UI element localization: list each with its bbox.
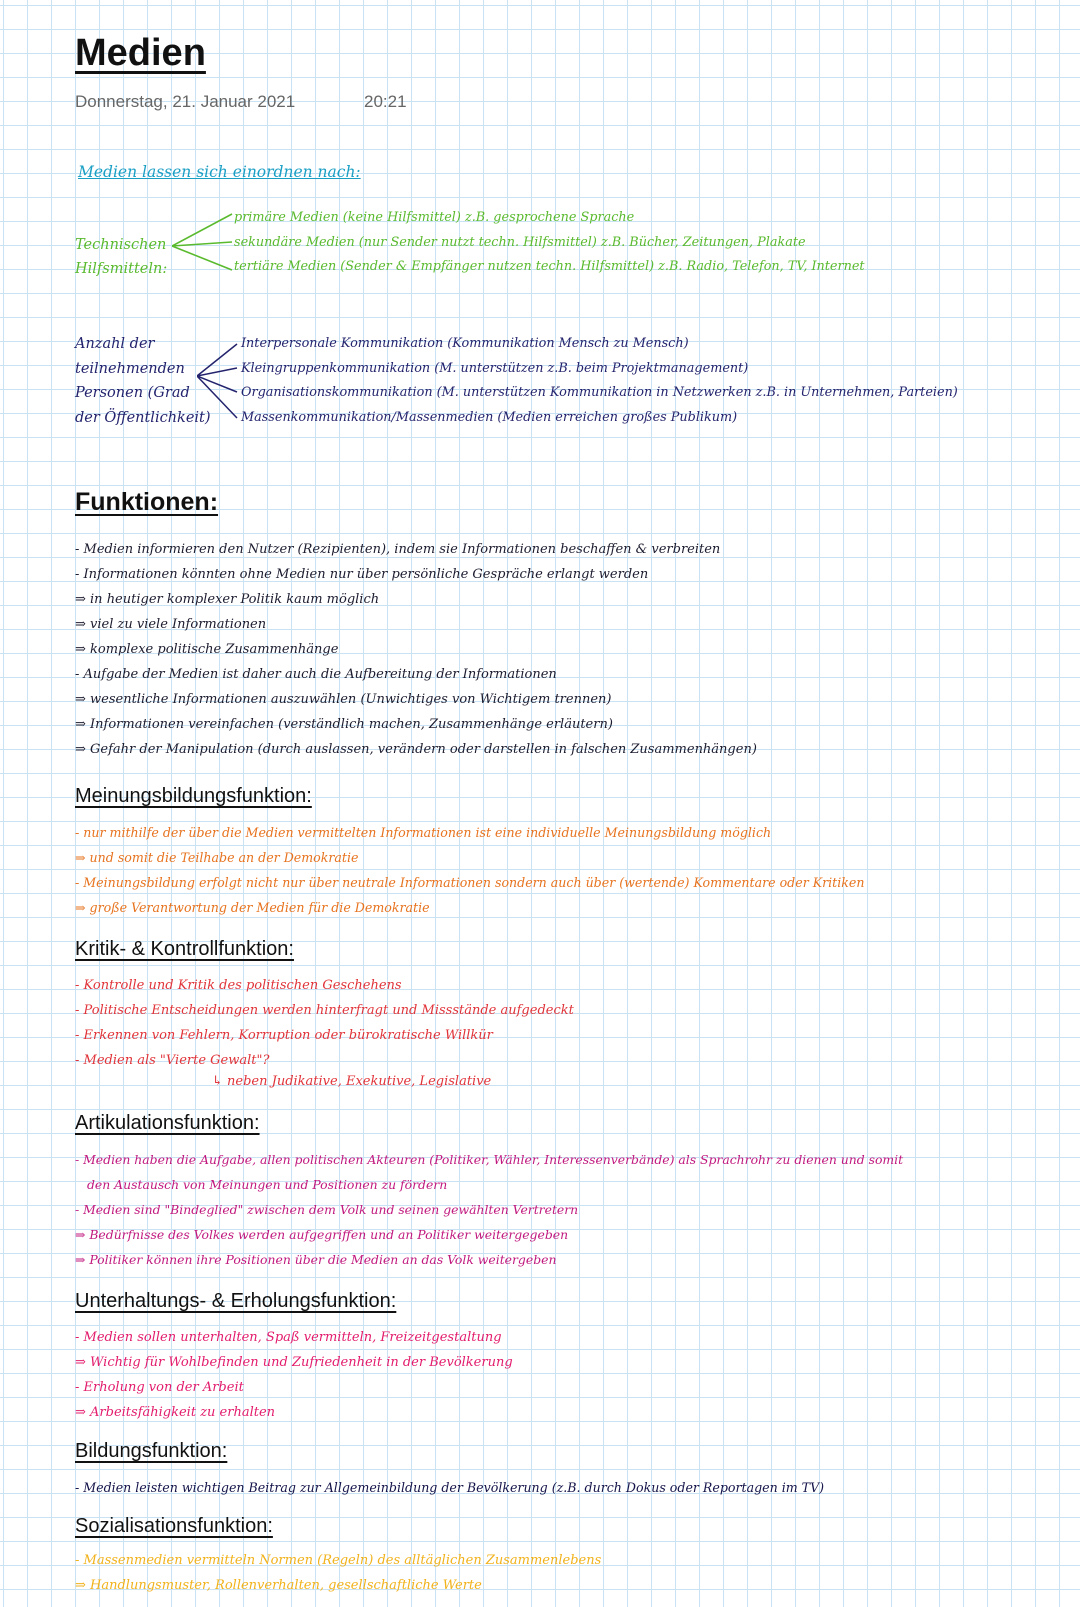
- anzahl-brace: [197, 340, 239, 426]
- funktionen-line: ⇒ Informationen vereinfachen (verständlich machen, Zusammenhänge erläutern): [75, 717, 613, 732]
- meinung-lines: [75, 820, 864, 920]
- kritik-line: - Kontrolle und Kritik des politischen Geschehens: [75, 978, 402, 993]
- funktionen-line: - Medien informieren den Nutzer (Rezipienten), indem sie Informationen beschaffen & verbreiten: [75, 542, 721, 557]
- artikulation-line: den Austausch von Meinungen und Positionen zu fördern: [87, 1177, 448, 1192]
- artikulation-line: - Medien sind "Bindeglied" zwischen dem Volk und seinen gewählten Vertretern: [75, 1202, 579, 1217]
- anzahl-item: Organisationskommunikation (M. unterstützen Kommunikation in Netzwerken z.B. in Unternehmen, Parteien): [241, 385, 958, 400]
- technik-label-line: Technischen: [75, 237, 167, 253]
- funktionen-heading: Funktionen:: [75, 488, 219, 516]
- technik-item: tertiäre Medien (Sender & Empfänger nutzen techn. Hilfsmittel) z.B. Radio, Telefon, TV, Internet: [234, 259, 865, 274]
- funktionen-line: ⇒ komplexe politische Zusammenhänge: [75, 642, 339, 657]
- anzahl-label-line: Anzahl der: [75, 336, 155, 352]
- technik-brace: [172, 208, 234, 278]
- page-date: Donnerstag, 21. Januar 2021: [75, 92, 296, 111]
- artikulation-lines: [75, 1147, 903, 1272]
- unterhaltung-lines: [75, 1325, 513, 1425]
- technik-item: primäre Medien (keine Hilfsmittel) z.B. gesprochene Sprache: [234, 210, 635, 225]
- artikulation-line: ⇒ Bedürfnisse des Volkes werden aufgegriffen und an Politiker weitergegeben: [75, 1227, 569, 1242]
- funktionen-line: ⇒ Gefahr der Manipulation (durch auslassen, verändern oder darstellen in falschen Zusammenhängen): [75, 742, 757, 757]
- anzahl-item: Massenkommunikation/Massenmedien (Medien erreichen großes Publikum): [241, 409, 738, 425]
- unterhaltung-line: ⇒ Arbeitsfähigkeit zu erhalten: [75, 1405, 276, 1420]
- kritik-lines: [75, 973, 574, 1073]
- artikulation-heading: Artikulationsfunktion:: [75, 1112, 260, 1134]
- unterhaltung-line: - Erholung von der Arbeit: [75, 1380, 244, 1395]
- anzahl-items: [241, 332, 958, 430]
- bildung-lines: [75, 1475, 824, 1500]
- artikulation-line: ⇒ Politiker können ihre Positionen über die Medien an das Volk weitergeben: [75, 1252, 557, 1267]
- sozial-lines: [75, 1548, 601, 1598]
- funktionen-line: ⇒ in heutiger komplexer Politik kaum möglich: [75, 592, 380, 607]
- anzahl-item: Interpersonale Kommunikation (Kommunikation Mensch zu Mensch): [241, 336, 689, 351]
- anzahl-label-line: der Öffentlichkeit): [75, 409, 211, 426]
- sozial-line: ⇒ Handlungsmuster, Rollenverhalten, gesellschaftliche Werte: [75, 1578, 482, 1593]
- bildung-line: - Medien leisten wichtigen Beitrag zur Allgemeinbildung der Bevölkerung (z.B. durch Dokus oder Reportagen im TV): [75, 1480, 825, 1495]
- unterhaltung-line: - Medien sollen unterhalten, Spaß vermitteln, Freizeitgestaltung: [75, 1330, 502, 1345]
- technik-label: [75, 233, 167, 281]
- meinung-line: - nur mithilfe der über die Medien vermittelten Informationen ist eine individuelle Meinungsbildung möglich: [75, 825, 772, 840]
- technik-label-line: Hilfsmitteln:: [75, 261, 168, 277]
- anzahl-label-line: Personen (Grad: [75, 385, 190, 401]
- anzahl-item: Kleingruppenkommunikation (M. unterstützen z.B. beim Projektmanagement): [241, 360, 749, 376]
- anzahl-label-line: teilnehmenden: [75, 360, 185, 377]
- page-time: 20:21: [364, 92, 407, 111]
- kritik-sub: ↳ neben Judikative, Exekutive, Legislative: [212, 1074, 492, 1089]
- funktionen-line: - Aufgabe der Medien ist daher auch die Aufbereitung der Informationen: [75, 667, 557, 682]
- anzahl-label: [75, 332, 211, 430]
- meinung-line: ⇒ und somit die Teilhabe an der Demokratie: [75, 850, 359, 865]
- bildung-heading: Bildungsfunktion:: [75, 1440, 228, 1462]
- kritik-heading: Kritik- & Kontrollfunktion:: [75, 938, 294, 960]
- kritik-line: - Erkennen von Fehlern, Korruption oder bürokratische Willkür: [75, 1028, 493, 1043]
- page-title: Medien: [75, 32, 206, 74]
- intro-line: Medien lassen sich einordnen nach:: [78, 163, 361, 181]
- kritik-line: - Politische Entscheidungen werden hinterfragt und Missstände aufgedeckt: [75, 1003, 574, 1018]
- funktionen-lines: [75, 537, 757, 762]
- kritik-line: - Medien als "Vierte Gewalt"?: [75, 1053, 270, 1068]
- funktionen-line: ⇒ wesentliche Informationen auszuwählen (Unwichtiges von Wichtigem trennen): [75, 692, 612, 707]
- unterhaltung-line: ⇒ Wichtig für Wohlbefinden und Zufriedenheit in der Bevölkerung: [75, 1355, 513, 1370]
- sozial-line: - Massenmedien vermitteln Normen (Regeln) des alltäglichen Zusammenlebens: [75, 1553, 602, 1568]
- funktionen-line: ⇒ viel zu viele Informationen: [75, 617, 267, 632]
- sozial-heading: Sozialisationsfunktion:: [75, 1515, 273, 1537]
- meinung-heading: Meinungsbildungsfunktion:: [75, 785, 312, 807]
- unterhaltung-heading: Unterhaltungs- & Erholungsfunktion:: [75, 1290, 397, 1312]
- technik-items: [234, 206, 865, 280]
- artikulation-line: - Medien haben die Aufgabe, allen politischen Akteuren (Politiker, Wähler, Interessenverbände) als Sprachrohr zu dienen und somit: [75, 1152, 904, 1167]
- meinung-line: ⇒ große Verantwortung der Medien für die Demokratie: [75, 900, 430, 915]
- meinung-line: - Meinungsbildung erfolgt nicht nur über neutrale Informationen sondern auch über (wertende) Kommentare oder Kritiken: [75, 875, 865, 890]
- technik-item: sekundäre Medien (nur Sender nutzt techn. Hilfsmittel) z.B. Bücher, Zeitungen, Plakate: [234, 234, 806, 250]
- funktionen-line: - Informationen könnten ohne Medien nur über persönliche Gespräche erlangt werden: [75, 567, 649, 582]
